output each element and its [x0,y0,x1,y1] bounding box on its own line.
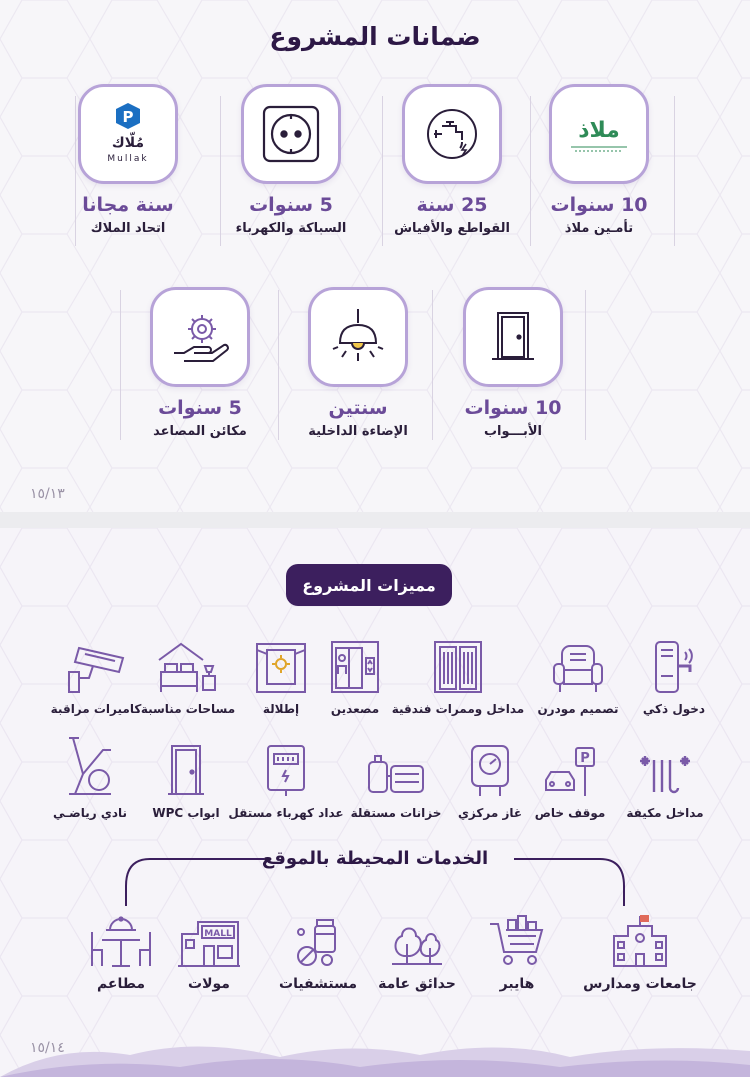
power-socket-icon [260,103,322,165]
guarantees-page [0,0,750,512]
guarantee-value: 25 سنة [416,194,488,216]
exercise-bike-icon [59,734,121,798]
ac-vent-icon [636,752,694,798]
feature-label: ابواب WPC [152,806,220,820]
svg-text:P: P [122,108,134,126]
electric-meter-icon [264,744,308,798]
guarantee-card-plumbing [226,84,356,236]
park-trees-icon [390,920,444,968]
feature-label: مصعدين [330,702,380,716]
pendant-lamp-icon [330,307,386,367]
guarantee-label: الإضاءة الداخلية [308,424,408,439]
divider [220,96,221,246]
guarantee-card-malath [534,84,664,236]
wpc-door-icon [166,744,206,798]
feature-label: مداخل مكيفة [626,806,704,820]
guarantee-card-elevators [135,287,265,439]
divider [530,96,531,246]
svg-text:MALL: MALL [204,929,232,939]
guarantee-value: 5 سنوات [158,397,242,419]
guarantee-value: 10 سنوات [550,194,648,216]
guarantee-value: 5 سنوات [249,194,333,216]
medicine-icon [293,918,343,968]
guarantee-value: سنتين [328,397,388,419]
door-icon [488,309,538,365]
cctv-camera-icon [65,642,127,694]
guarantee-card-doors [448,287,578,439]
feature-label: خزانات مستقلة [350,806,442,820]
smart-lock-icon [652,640,696,694]
guarantee-label: مكائن المصاعد [153,424,247,439]
services-title: الخدمات المحيطة بالموقع [261,848,489,869]
feature-item [508,634,648,716]
page-number: ١٥/١٣ [30,486,65,502]
gear-hand-icon [170,307,230,367]
divider [278,290,279,440]
service-label: مستشفيات [279,976,357,992]
guarantee-label: القواطع والأفياش [394,221,510,236]
malath-logo-icon [559,109,639,159]
guarantee-card-mullak [63,84,193,236]
page-number: ١٥/١٤ [30,1040,65,1056]
feature-item [26,634,166,716]
school-icon [612,914,668,968]
features-title-badge: مميزات المشروع [286,564,452,606]
service-label: هايبر [499,976,535,992]
feature-label: إطلالة [262,702,300,716]
water-tank-icon [365,752,427,798]
restaurant-icon [88,916,154,968]
service-item [56,910,186,992]
divider [585,290,586,440]
water-electric-icon [422,104,482,164]
bedroom-icon [157,642,219,694]
feature-label: عداد كهرباء مستقل [228,806,344,820]
guarantee-label: اتحاد الملاك [90,221,166,236]
footer-wave-decoration [0,1037,750,1077]
feature-item [20,730,160,820]
window-view-icon [255,642,307,694]
feature-label: غاز مركزي [457,806,523,820]
guarantee-card-breakers [387,84,517,236]
guarantee-label: الأبـــواب [483,424,543,439]
service-label: حدائق عامة [378,976,456,992]
svg-text:P: P [580,751,590,766]
page-divider [0,512,750,528]
feature-label: دخول ذكي [642,702,706,716]
gas-meter-icon [468,744,512,798]
feature-label: موقف خاص [534,806,606,820]
mullak-logo-icon [88,99,168,169]
feature-label: مساحات مناسبة [140,702,236,716]
armchair-icon [552,644,604,694]
service-label: مطاعم [96,976,146,992]
guarantee-value: سنة مجانا [82,194,174,216]
feature-label: مداخل وممرات فندقية [391,702,525,716]
hotel-door-icon [433,640,483,694]
feature-label: تصميم مودرن [537,702,619,716]
divider [120,290,121,440]
feature-label: نادي رياضـي [52,806,128,820]
service-item [575,910,705,992]
guarantee-card-lighting [293,287,423,439]
svg-text:ملاذ: ملاذ [578,118,620,143]
guarantee-value: 10 سنوات [464,397,562,419]
shopping-cart-icon [488,914,546,968]
svg-text:Mullak: Mullak [107,154,149,164]
services-bracket [110,856,640,916]
divider [432,290,433,440]
divider [382,96,383,246]
guarantee-label: تأمـين ملاذ [564,221,634,236]
guarantee-label: السباكة والكهرباء [235,221,347,236]
service-label: مولات [188,976,230,992]
features-page [0,528,750,1077]
svg-text:مُلّاك: مُلّاك [111,135,145,151]
service-label: جامعات ومدارس [583,976,697,992]
divider [674,96,675,246]
page-title: ضمانات المشروع [269,22,481,51]
feature-label: كاميرات مراقبة [50,702,142,716]
